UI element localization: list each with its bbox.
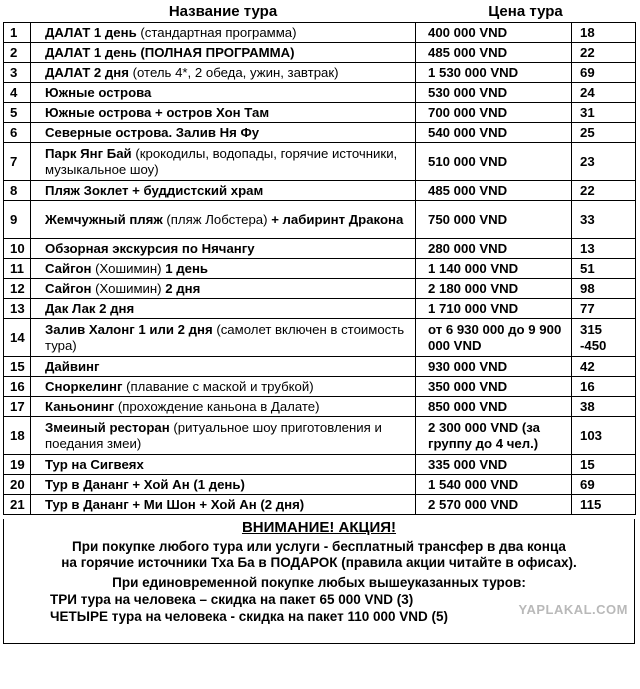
tour-name: [31, 201, 416, 239]
tour-name-part: Дайвинг: [45, 358, 100, 374]
row-number: 6: [4, 123, 31, 143]
tour-name-part: Тур в Дананг + Хой Ан (1 день): [45, 476, 245, 492]
promo-box: [3, 519, 635, 644]
tour-price: [416, 83, 572, 103]
row-number: 10: [4, 239, 31, 259]
tour-name: [31, 455, 416, 475]
tour-name-part: Парк Янг Бай: [45, 145, 136, 161]
tour-price-part: 1 540 000 VND: [428, 476, 519, 492]
tour-name-part: ДАЛАТ 1 день (ПОЛНАЯ ПРОГРАММА): [45, 44, 295, 60]
tour-name: [31, 63, 416, 83]
tour-code: 31: [572, 103, 636, 123]
tour-name-part: 1 день: [165, 260, 209, 276]
tour-code: 315 -450: [572, 319, 636, 357]
tour-code: 13: [572, 239, 636, 259]
row-number: 21: [4, 495, 31, 515]
row-number: 14: [4, 319, 31, 357]
tour-name-part: (пляж Лобстера): [166, 211, 272, 227]
tour-name-part: ДАЛАТ 2 дня: [45, 64, 133, 80]
tour-name-part: (Хошимин): [95, 280, 166, 296]
row-number: 8: [4, 181, 31, 201]
tour-price: [416, 357, 572, 377]
tour-name-part: Дак Лак 2 дня: [45, 300, 135, 316]
tour-price: [416, 455, 572, 475]
tour-name: [31, 181, 416, 201]
tour-price: [416, 201, 572, 239]
tour-name: [31, 299, 416, 319]
tour-price: [416, 23, 572, 43]
tour-name-part: Сайгон: [45, 280, 96, 296]
table-row: [4, 239, 636, 259]
table-row: [4, 103, 636, 123]
tour-name-part: Змеиный ресторан: [45, 419, 174, 435]
table-row: [4, 495, 636, 515]
tour-code: 25: [572, 123, 636, 143]
tour-price-part: 850 000 VND: [428, 398, 508, 414]
tour-price-part: 930 000 VND: [428, 358, 508, 374]
tour-price-part: 2 300 000 VND: [428, 419, 522, 435]
tour-name: [31, 83, 416, 103]
tour-name-part: (крокодилы, водопады, горячие источники, музыкальное шоу): [45, 145, 398, 177]
tour-code: 22: [572, 181, 636, 201]
table-row: [4, 377, 636, 397]
row-number: 18: [4, 417, 31, 455]
row-number: 4: [4, 83, 31, 103]
tour-name-part: (плавание с маской и трубкой): [126, 378, 314, 394]
table-header-row: [4, 0, 636, 23]
tour-price: [416, 377, 572, 397]
tour-name-part: Сайгон: [45, 260, 96, 276]
tour-price: [416, 319, 572, 357]
table-row: [4, 417, 636, 455]
table-row: [4, 455, 636, 475]
tour-price: [416, 143, 572, 181]
tour-name: [31, 259, 416, 279]
tour-price-part: 700 000 VND: [428, 104, 508, 120]
tour-name-part: Каньонинг: [45, 398, 118, 414]
table-row: [4, 181, 636, 201]
tour-code: 103: [572, 417, 636, 455]
tour-name-part: Сноркелинг: [45, 378, 127, 394]
table-row: [4, 123, 636, 143]
tour-price: [416, 43, 572, 63]
tour-name-part: + лабиринт Дракона: [271, 211, 404, 227]
table-row: [4, 43, 636, 63]
table-row: [4, 63, 636, 83]
tour-price: [416, 279, 572, 299]
tour-table: [3, 0, 636, 515]
tour-price-part: 1 530 000 VND: [428, 64, 519, 80]
row-number: 3: [4, 63, 31, 83]
table-row: [4, 397, 636, 417]
tour-name-part: Залив Халонг 1 или 2 дня: [45, 321, 217, 337]
tour-name-part: Южные острова: [45, 84, 152, 100]
promo-line-2: на горячие источники Тха Ба в ПОДАРОК (правила акции читайте в офисах).: [61, 555, 577, 570]
tour-name-part: (отель 4*, 2 обеда, ужин, завтрак): [132, 64, 339, 80]
tour-code: 69: [572, 63, 636, 83]
tour-price-part: 1 710 000 VND: [428, 300, 519, 316]
row-number: 20: [4, 475, 31, 495]
tour-name: [31, 495, 416, 515]
promo-offer-four: ЧЕТЫРЕ тура на человека - скидка на пакет 110 000 VND (5): [50, 609, 449, 624]
tour-price: [416, 299, 572, 319]
tour-price-part: от 6 930 000 до 9 900 000 VND: [428, 321, 562, 353]
tour-code: 24: [572, 83, 636, 103]
header-number: [4, 0, 31, 23]
tour-code: 33: [572, 201, 636, 239]
watermark: YAPLAKAL.COM: [518, 602, 628, 617]
tour-name-part: (ритуальное шоу приготовления и поедания змеи): [45, 419, 382, 451]
row-number: 17: [4, 397, 31, 417]
tour-name: [31, 397, 416, 417]
tour-price: [416, 475, 572, 495]
tour-name-part: (Хошимин): [95, 260, 166, 276]
tour-code: 42: [572, 357, 636, 377]
tour-price-part: 750 000 VND: [428, 211, 508, 227]
header-tour-name: Название тура: [168, 2, 278, 20]
tour-price-part: 540 000 VND: [428, 124, 508, 140]
tour-name-part: Жемчужный пляж: [45, 211, 167, 227]
row-number: 15: [4, 357, 31, 377]
tour-code: 69: [572, 475, 636, 495]
tour-code: 77: [572, 299, 636, 319]
tour-price-part: 350 000 VND: [428, 378, 508, 394]
tour-name: [31, 23, 416, 43]
tour-code: 15: [572, 455, 636, 475]
promo-title: ВНИМАНИЕ! АКЦИЯ!: [241, 519, 397, 536]
promo-offer-three: ТРИ тура на человека – скидка на пакет 65 000 VND (3): [50, 592, 414, 607]
tour-price-part: 2 570 000 VND: [428, 496, 519, 512]
row-number: 1: [4, 23, 31, 43]
tour-price-part: 485 000 VND: [428, 182, 508, 198]
tour-price: [416, 259, 572, 279]
row-number: 7: [4, 143, 31, 181]
tour-price-part: 1 140 000 VND: [428, 260, 519, 276]
tour-name: [31, 377, 416, 397]
tour-name-part: (стандартная программа): [140, 24, 297, 40]
header-tour-price: Цена тура: [488, 2, 563, 20]
row-number: 5: [4, 103, 31, 123]
tour-code: 18: [572, 23, 636, 43]
tour-code: 98: [572, 279, 636, 299]
row-number: 13: [4, 299, 31, 319]
tour-price: [416, 181, 572, 201]
tour-rows: [4, 23, 636, 515]
tour-code: 16: [572, 377, 636, 397]
tour-price-part: 530 000 VND: [428, 84, 508, 100]
table-row: [4, 23, 636, 43]
tour-code: 115: [572, 495, 636, 515]
table-row: [4, 259, 636, 279]
tour-name: [31, 279, 416, 299]
table-row: [4, 83, 636, 103]
tour-code: 38: [572, 397, 636, 417]
table-row: [4, 299, 636, 319]
tour-name: [31, 123, 416, 143]
tour-price: [416, 417, 572, 455]
tour-name-part: (прохождение каньона в Далате): [117, 398, 320, 414]
table-row: [4, 201, 636, 239]
tour-code: 51: [572, 259, 636, 279]
tour-name-part: Обзорная экскурсия по Нячангу: [45, 240, 255, 256]
tour-name: [31, 103, 416, 123]
tour-name: [31, 417, 416, 455]
tour-price: [416, 103, 572, 123]
tour-price-part: (за группу до 4 чел.): [428, 419, 540, 451]
promo-line-1: При покупке любого тура или услуги - бесплатный трансфер в два конца: [72, 539, 566, 554]
tour-name-part: ДАЛАТ 1 день: [45, 24, 141, 40]
tour-code: 22: [572, 43, 636, 63]
table-row: [4, 319, 636, 357]
row-number: 2: [4, 43, 31, 63]
tour-code: 23: [572, 143, 636, 181]
tour-name-part: Тур на Сигвеях: [45, 456, 144, 472]
tour-price-part: 280 000 VND: [428, 240, 508, 256]
row-number: 9: [4, 201, 31, 239]
tour-name: [31, 43, 416, 63]
tour-price-sheet: [3, 0, 637, 644]
tour-price: [416, 495, 572, 515]
tour-name: [31, 357, 416, 377]
table-row: [4, 279, 636, 299]
tour-price-part: 485 000 VND: [428, 44, 508, 60]
tour-price: [416, 123, 572, 143]
tour-name-part: Южные острова + остров Хон Там: [45, 104, 270, 120]
tour-name: [31, 475, 416, 495]
row-number: 11: [4, 259, 31, 279]
tour-name: [31, 239, 416, 259]
tour-name-part: 2 дня: [165, 280, 201, 296]
tour-price: [416, 239, 572, 259]
tour-price: [416, 397, 572, 417]
table-row: [4, 475, 636, 495]
tour-name-part: Пляж Зоклет + буддистский храм: [45, 182, 264, 198]
tour-price-part: 2 180 000 VND: [428, 280, 519, 296]
row-number: 12: [4, 279, 31, 299]
table-row: [4, 143, 636, 181]
row-number: 16: [4, 377, 31, 397]
promo-line-3: При единовременной покупке любых вышеуказанных туров:: [112, 575, 526, 590]
tour-name-part: (самолет включен в стоимость тура): [45, 321, 405, 353]
row-number: 19: [4, 455, 31, 475]
tour-price-part: 400 000 VND: [428, 24, 508, 40]
tour-name-part: Северные острова. Залив Ня Фу: [45, 124, 260, 140]
table-row: [4, 357, 636, 377]
tour-name-part: Тур в Дананг + Ми Шон + Хой Ан (2 дня): [45, 496, 305, 512]
tour-price-part: 510 000 VND: [428, 153, 508, 169]
tour-price: [416, 63, 572, 83]
tour-name: [31, 143, 416, 181]
tour-price-part: 335 000 VND: [428, 456, 508, 472]
tour-name: [31, 319, 416, 357]
